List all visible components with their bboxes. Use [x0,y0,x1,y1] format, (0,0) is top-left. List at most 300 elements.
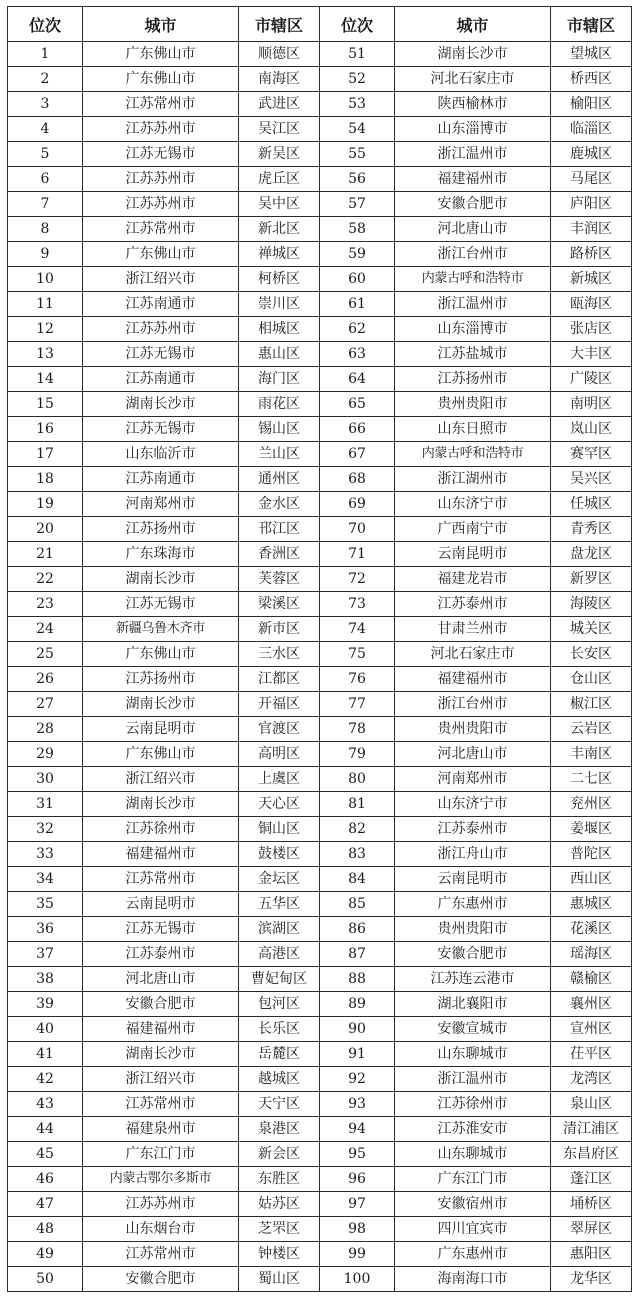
city-cell: 浙江台州市 [395,242,551,267]
district-cell: 襄州区 [551,992,632,1017]
city-cell: 江苏常州市 [83,92,239,117]
district-cell: 锡山区 [239,417,320,442]
table-row [8,1117,632,1142]
rank-cell: 77 [320,692,395,717]
table-row [8,1092,632,1117]
city-cell: 江苏扬州市 [83,517,239,542]
district-cell: 新吴区 [239,142,320,167]
table-row [8,1042,632,1067]
city-cell: 浙江绍兴市 [83,1067,239,1092]
rank-cell: 13 [8,342,83,367]
rank-cell: 93 [320,1092,395,1117]
city-cell: 湖南长沙市 [395,42,551,67]
rank-cell: 60 [320,267,395,292]
city-cell: 江苏徐州市 [83,817,239,842]
city-cell: 广东惠州市 [395,892,551,917]
district-cell: 龙华区 [551,1267,632,1292]
city-cell: 江苏淮安市 [395,1117,551,1142]
rank-cell: 74 [320,617,395,642]
rank-cell: 61 [320,292,395,317]
rank-cell: 80 [320,767,395,792]
rank-cell: 34 [8,867,83,892]
district-cell: 滨湖区 [239,917,320,942]
rank-cell: 71 [320,542,395,567]
table-row [8,192,632,217]
district-cell: 南海区 [239,67,320,92]
rank-cell: 22 [8,567,83,592]
city-cell: 湖南长沙市 [83,692,239,717]
rank-cell: 35 [8,892,83,917]
district-cell: 清江浦区 [551,1117,632,1142]
city-cell: 福建龙岩市 [395,567,551,592]
rank-cell: 43 [8,1092,83,1117]
table-row [8,767,632,792]
district-cell: 盘龙区 [551,542,632,567]
rank-cell: 81 [320,792,395,817]
table-row [8,142,632,167]
city-cell: 福建福州市 [395,167,551,192]
city-cell: 江苏盐城市 [395,342,551,367]
table-row [8,692,632,717]
city-cell: 江苏无锡市 [83,592,239,617]
city-cell: 山东淄博市 [395,117,551,142]
city-cell: 山东日照市 [395,417,551,442]
city-cell: 江苏苏州市 [83,192,239,217]
rank-cell: 28 [8,717,83,742]
city-cell: 广东佛山市 [83,642,239,667]
district-cell: 埇桥区 [551,1192,632,1217]
city-cell: 甘肃兰州市 [395,617,551,642]
rank-cell: 1 [8,42,83,67]
rank-cell: 27 [8,692,83,717]
city-cell: 广西南宁市 [395,517,551,542]
district-cell: 赛罕区 [551,442,632,467]
city-cell: 河南郑州市 [395,767,551,792]
rank-cell: 78 [320,717,395,742]
rank-cell: 70 [320,517,395,542]
rank-cell: 59 [320,242,395,267]
city-cell: 江苏常州市 [83,1092,239,1117]
district-cell: 泉港区 [239,1117,320,1142]
city-cell: 四川宜宾市 [395,1217,551,1242]
rank-cell: 20 [8,517,83,542]
header-rank-right: 位次 [320,7,395,42]
table-row [8,467,632,492]
city-cell: 河北石家庄市 [395,642,551,667]
rank-cell: 7 [8,192,83,217]
district-cell: 吴江区 [239,117,320,142]
table-row [8,917,632,942]
district-cell: 西山区 [551,867,632,892]
district-cell: 高明区 [239,742,320,767]
district-cell: 长安区 [551,642,632,667]
rank-cell: 29 [8,742,83,767]
city-cell: 贵州贵阳市 [395,717,551,742]
district-cell: 上虞区 [239,767,320,792]
city-cell: 广东惠州市 [395,1242,551,1267]
rank-cell: 84 [320,867,395,892]
district-cell: 江都区 [239,667,320,692]
rank-cell: 40 [8,1017,83,1042]
table-row [8,67,632,92]
table-row [8,367,632,392]
district-cell: 新城区 [551,267,632,292]
district-cell: 芙蓉区 [239,567,320,592]
table-row [8,1167,632,1192]
city-cell: 江苏苏州市 [83,1192,239,1217]
district-cell: 开福区 [239,692,320,717]
district-cell: 岚山区 [551,417,632,442]
table-row [8,667,632,692]
table-row [8,167,632,192]
city-cell: 江苏常州市 [83,867,239,892]
rank-cell: 12 [8,317,83,342]
rank-cell: 68 [320,467,395,492]
table-row [8,342,632,367]
district-cell: 蜀山区 [239,1267,320,1292]
city-cell: 江苏泰州市 [83,942,239,967]
district-cell: 丰南区 [551,742,632,767]
district-cell: 包河区 [239,992,320,1017]
rank-cell: 62 [320,317,395,342]
rank-cell: 11 [8,292,83,317]
rank-cell: 69 [320,492,395,517]
city-cell: 浙江绍兴市 [83,267,239,292]
district-cell: 瑶海区 [551,942,632,967]
city-cell: 贵州贵阳市 [395,917,551,942]
city-cell: 河北唐山市 [395,217,551,242]
rank-cell: 44 [8,1117,83,1142]
district-cell: 龙湾区 [551,1067,632,1092]
rank-cell: 32 [8,817,83,842]
table-row [8,617,632,642]
table-row [8,1217,632,1242]
district-cell: 茌平区 [551,1042,632,1067]
rank-cell: 24 [8,617,83,642]
district-cell: 二七区 [551,767,632,792]
city-cell: 云南昆明市 [83,717,239,742]
rank-cell: 2 [8,67,83,92]
table-row [8,1067,632,1092]
table-body [8,42,632,1292]
district-cell: 雨花区 [239,392,320,417]
rank-cell: 9 [8,242,83,267]
district-cell: 赣榆区 [551,967,632,992]
rank-cell: 100 [320,1267,395,1292]
district-cell: 邗江区 [239,517,320,542]
district-cell: 天心区 [239,792,320,817]
city-cell: 江苏无锡市 [83,417,239,442]
district-cell: 长乐区 [239,1017,320,1042]
district-cell: 张店区 [551,317,632,342]
table-row [8,1242,632,1267]
district-cell: 任城区 [551,492,632,517]
rank-cell: 38 [8,967,83,992]
district-cell: 新会区 [239,1142,320,1167]
rank-cell: 87 [320,942,395,967]
city-cell: 江苏连云港市 [395,967,551,992]
city-cell: 福建福州市 [395,667,551,692]
city-cell: 江苏苏州市 [83,167,239,192]
rank-cell: 76 [320,667,395,692]
city-cell: 广东佛山市 [83,67,239,92]
city-cell: 安徽合肥市 [83,992,239,1017]
rank-cell: 33 [8,842,83,867]
rank-cell: 66 [320,417,395,442]
city-cell: 江苏扬州市 [83,667,239,692]
table-row [8,217,632,242]
city-cell: 江苏扬州市 [395,367,551,392]
district-cell: 蓬江区 [551,1167,632,1192]
city-cell: 河北石家庄市 [395,67,551,92]
city-cell: 湖南长沙市 [83,792,239,817]
district-cell: 泉山区 [551,1092,632,1117]
district-cell: 通州区 [239,467,320,492]
rank-cell: 54 [320,117,395,142]
district-cell: 丰润区 [551,217,632,242]
rank-cell: 86 [320,917,395,942]
city-cell: 江苏南通市 [83,467,239,492]
district-cell: 普陀区 [551,842,632,867]
district-cell: 金水区 [239,492,320,517]
district-cell: 东胜区 [239,1167,320,1192]
rank-cell: 46 [8,1167,83,1192]
city-cell: 广东佛山市 [83,242,239,267]
district-cell: 东昌府区 [551,1142,632,1167]
table-row [8,1142,632,1167]
table-row [8,867,632,892]
rank-cell: 91 [320,1042,395,1067]
city-cell: 福建泉州市 [83,1117,239,1142]
table-row [8,892,632,917]
district-cell: 官渡区 [239,717,320,742]
district-cell: 临淄区 [551,117,632,142]
city-cell: 内蒙古呼和浩特市 [395,267,551,292]
city-cell: 浙江绍兴市 [83,767,239,792]
district-cell: 宣州区 [551,1017,632,1042]
district-cell: 翠屏区 [551,1217,632,1242]
rank-cell: 39 [8,992,83,1017]
district-cell: 惠山区 [239,342,320,367]
rank-cell: 56 [320,167,395,192]
district-cell: 兰山区 [239,442,320,467]
district-cell: 五华区 [239,892,320,917]
table-row [8,642,632,667]
table-row [8,392,632,417]
city-cell: 江苏无锡市 [83,917,239,942]
rank-cell: 51 [320,42,395,67]
table-row [8,592,632,617]
district-cell: 花溪区 [551,917,632,942]
city-cell: 浙江舟山市 [395,842,551,867]
rank-cell: 50 [8,1267,83,1292]
rank-cell: 3 [8,92,83,117]
district-cell: 曹妃甸区 [239,967,320,992]
city-cell: 广东珠海市 [83,542,239,567]
city-cell: 广东佛山市 [83,42,239,67]
table-row [8,267,632,292]
city-cell: 河北唐山市 [83,967,239,992]
district-cell: 三水区 [239,642,320,667]
header-row [8,7,632,42]
table-row [8,542,632,567]
table-row [8,442,632,467]
city-cell: 江苏常州市 [83,1242,239,1267]
table-row [8,117,632,142]
rank-cell: 57 [320,192,395,217]
district-cell: 榆阳区 [551,92,632,117]
table-row [8,1017,632,1042]
city-cell: 福建福州市 [83,1017,239,1042]
header-district-left: 市辖区 [239,7,320,42]
district-cell: 庐阳区 [551,192,632,217]
city-cell: 海南海口市 [395,1267,551,1292]
rank-cell: 92 [320,1067,395,1092]
rank-cell: 94 [320,1117,395,1142]
city-cell: 湖北襄阳市 [395,992,551,1017]
city-cell: 江苏苏州市 [83,117,239,142]
city-cell: 江苏泰州市 [395,592,551,617]
rank-cell: 96 [320,1167,395,1192]
rank-cell: 47 [8,1192,83,1217]
rank-cell: 73 [320,592,395,617]
district-cell: 仓山区 [551,667,632,692]
header-district-right: 市辖区 [551,7,632,42]
table-row [8,517,632,542]
district-cell: 崇川区 [239,292,320,317]
rank-cell: 65 [320,392,395,417]
rank-cell: 16 [8,417,83,442]
district-cell: 海门区 [239,367,320,392]
rank-cell: 79 [320,742,395,767]
city-cell: 浙江台州市 [395,692,551,717]
rank-cell: 41 [8,1042,83,1067]
city-cell: 浙江湖州市 [395,467,551,492]
city-cell: 山东淄博市 [395,317,551,342]
city-cell: 广东江门市 [83,1142,239,1167]
city-cell: 浙江温州市 [395,1067,551,1092]
ranking-document [7,6,632,1292]
district-cell: 芝罘区 [239,1217,320,1242]
rank-cell: 36 [8,917,83,942]
district-cell: 南明区 [551,392,632,417]
rank-cell: 5 [8,142,83,167]
city-cell: 安徽合肥市 [395,192,551,217]
rank-cell: 75 [320,642,395,667]
rank-cell: 55 [320,142,395,167]
city-cell: 江苏常州市 [83,217,239,242]
header-city-right: 城市 [395,7,551,42]
city-cell: 广东佛山市 [83,742,239,767]
district-cell: 姑苏区 [239,1192,320,1217]
city-cell: 云南昆明市 [395,542,551,567]
city-cell: 安徽宣城市 [395,1017,551,1042]
city-cell: 安徽宿州市 [395,1192,551,1217]
table-row [8,417,632,442]
district-cell: 鹿城区 [551,142,632,167]
district-cell: 顺德区 [239,42,320,67]
district-cell: 瓯海区 [551,292,632,317]
district-cell: 新罗区 [551,567,632,592]
table-row [8,317,632,342]
rank-cell: 10 [8,267,83,292]
table-row [8,1192,632,1217]
table-row [8,1267,632,1292]
rank-cell: 89 [320,992,395,1017]
rank-cell: 17 [8,442,83,467]
table-row [8,992,632,1017]
table-row [8,817,632,842]
district-cell: 广陵区 [551,367,632,392]
district-cell: 新市区 [239,617,320,642]
rank-cell: 99 [320,1242,395,1267]
city-cell: 广东江门市 [395,1167,551,1192]
district-cell: 大丰区 [551,342,632,367]
district-cell: 姜堰区 [551,817,632,842]
rank-cell: 26 [8,667,83,692]
rank-cell: 4 [8,117,83,142]
district-cell: 武进区 [239,92,320,117]
district-cell: 吴兴区 [551,467,632,492]
district-cell: 金坛区 [239,867,320,892]
district-cell: 梁溪区 [239,592,320,617]
city-cell: 山东聊城市 [395,1142,551,1167]
rank-cell: 58 [320,217,395,242]
district-cell: 云岩区 [551,717,632,742]
rank-cell: 31 [8,792,83,817]
rank-cell: 6 [8,167,83,192]
rank-cell: 63 [320,342,395,367]
city-cell: 江苏苏州市 [83,317,239,342]
rank-cell: 97 [320,1192,395,1217]
rank-cell: 42 [8,1067,83,1092]
table-row [8,967,632,992]
district-cell: 相城区 [239,317,320,342]
city-cell: 内蒙古呼和浩特市 [395,442,551,467]
district-cell: 吴中区 [239,192,320,217]
district-cell: 惠阳区 [551,1242,632,1267]
district-cell: 海陵区 [551,592,632,617]
city-cell: 贵州贵阳市 [395,392,551,417]
table-row [8,242,632,267]
rank-cell: 85 [320,892,395,917]
district-cell: 虎丘区 [239,167,320,192]
table-row [8,292,632,317]
table-row [8,792,632,817]
district-cell: 新北区 [239,217,320,242]
city-cell: 浙江温州市 [395,292,551,317]
district-cell: 望城区 [551,42,632,67]
rank-cell: 88 [320,967,395,992]
city-cell: 湖南长沙市 [83,1042,239,1067]
city-cell: 山东烟台市 [83,1217,239,1242]
district-cell: 椒江区 [551,692,632,717]
city-cell: 云南昆明市 [395,867,551,892]
city-cell: 江苏徐州市 [395,1092,551,1117]
table-row [8,717,632,742]
city-cell: 新疆乌鲁木齐市 [83,617,239,642]
table-row [8,492,632,517]
district-cell: 城关区 [551,617,632,642]
rank-cell: 15 [8,392,83,417]
district-ranking-table [7,6,632,1292]
city-cell: 江苏泰州市 [395,817,551,842]
rank-cell: 25 [8,642,83,667]
district-cell: 钟楼区 [239,1242,320,1267]
district-cell: 桥西区 [551,67,632,92]
district-cell: 天宁区 [239,1092,320,1117]
rank-cell: 82 [320,817,395,842]
